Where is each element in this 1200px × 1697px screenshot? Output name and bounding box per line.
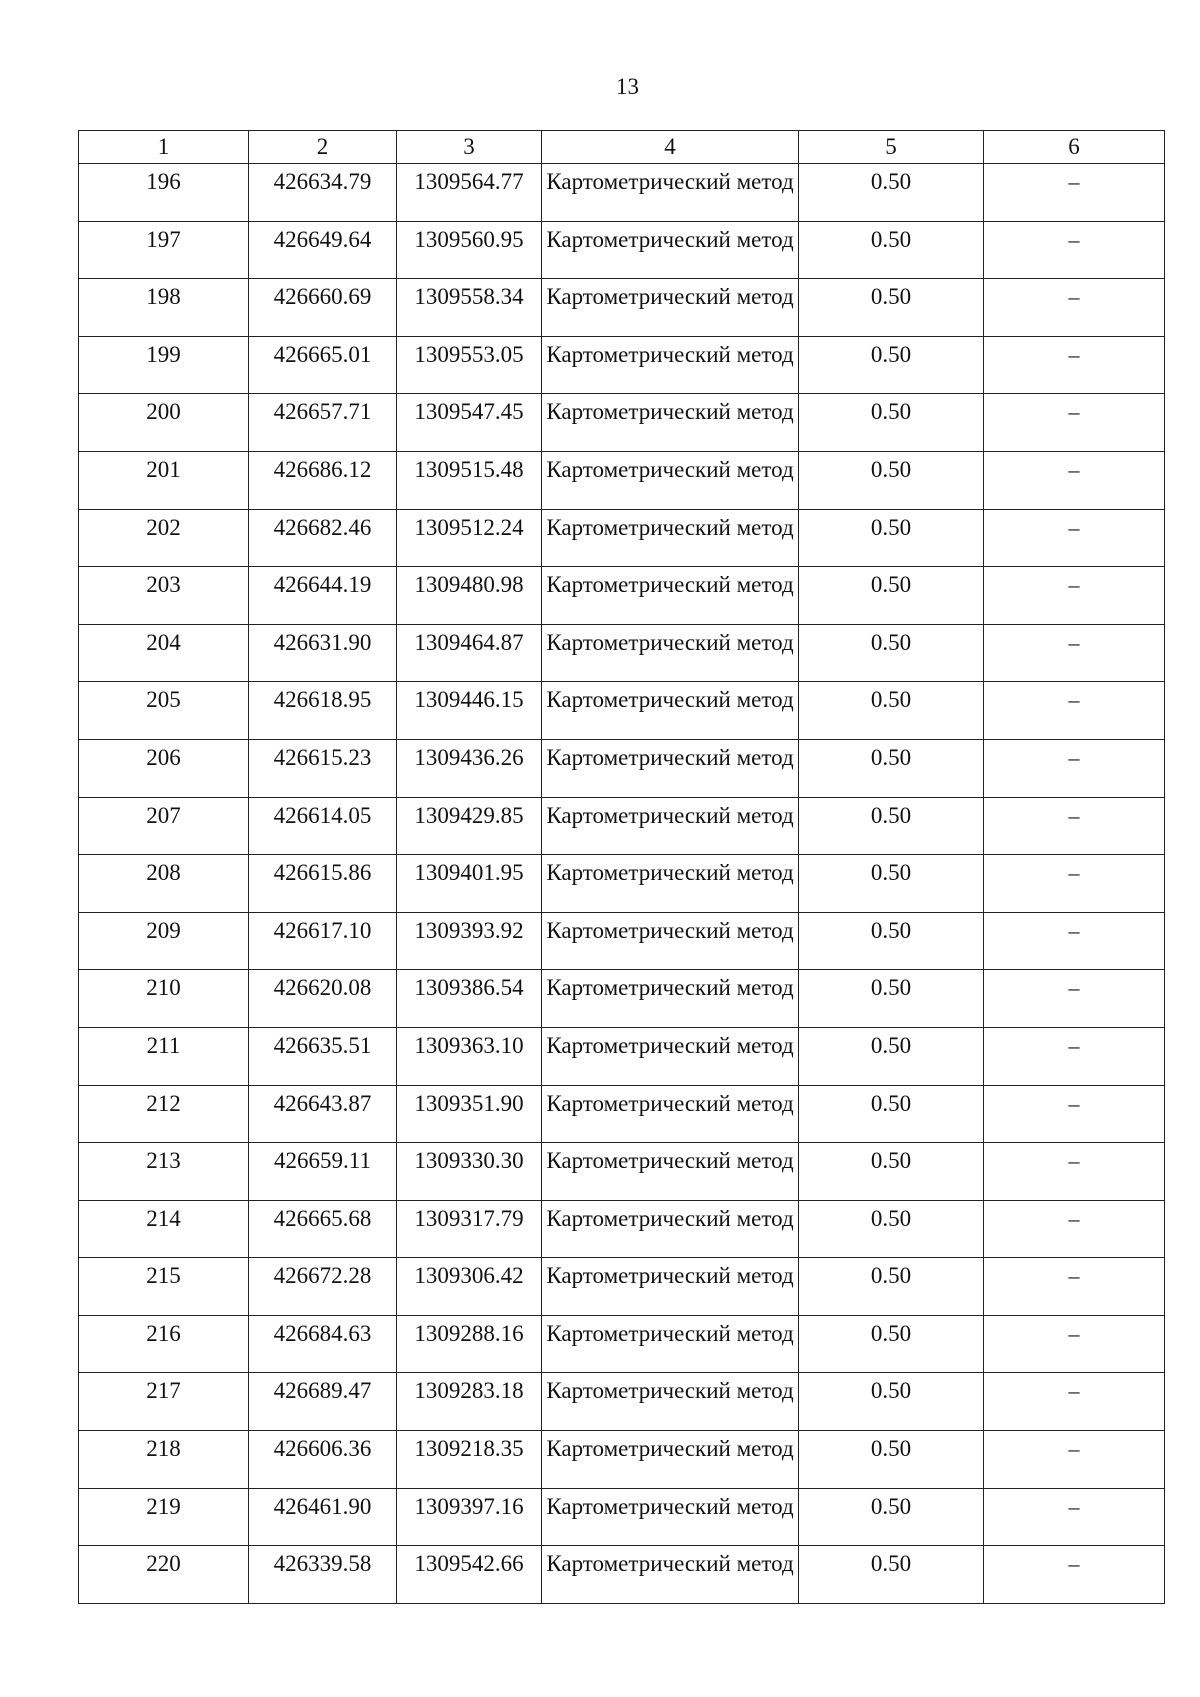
method-cell: Картометрический метод: [542, 279, 799, 337]
table-row: [79, 567, 1165, 625]
note-cell: –: [984, 624, 1165, 682]
note-cell: –: [984, 164, 1165, 222]
column-header-5: 5: [799, 131, 984, 164]
point-number-cell: 209: [79, 912, 249, 970]
note-cell: –: [984, 394, 1165, 452]
x-coordinate-cell: 426643.87: [249, 1085, 397, 1143]
y-coordinate-cell: 1309330.30: [397, 1143, 542, 1201]
x-coordinate-cell: 426665.68: [249, 1200, 397, 1258]
method-cell: Картометрический метод: [542, 1431, 799, 1489]
y-coordinate-cell: 1309397.16: [397, 1488, 542, 1546]
x-coordinate-cell: 426635.51: [249, 1027, 397, 1085]
accuracy-cell: 0.50: [799, 1546, 984, 1604]
accuracy-cell: 0.50: [799, 855, 984, 913]
table-row: [79, 1488, 1165, 1546]
y-coordinate-cell: 1309386.54: [397, 970, 542, 1028]
table-row: [79, 1431, 1165, 1489]
accuracy-cell: 0.50: [799, 1488, 984, 1546]
point-number-cell: 200: [79, 394, 249, 452]
accuracy-cell: 0.50: [799, 451, 984, 509]
point-number-cell: 206: [79, 739, 249, 797]
method-cell: Картометрический метод: [542, 1373, 799, 1431]
x-coordinate-cell: 426660.69: [249, 279, 397, 337]
method-cell: Картометрический метод: [542, 164, 799, 222]
column-header-2: 2: [249, 131, 397, 164]
x-coordinate-cell: 426689.47: [249, 1373, 397, 1431]
accuracy-cell: 0.50: [799, 1431, 984, 1489]
accuracy-cell: 0.50: [799, 912, 984, 970]
x-coordinate-cell: 426665.01: [249, 336, 397, 394]
point-number-cell: 216: [79, 1315, 249, 1373]
accuracy-cell: 0.50: [799, 1315, 984, 1373]
method-cell: Картометрический метод: [542, 970, 799, 1028]
method-cell: Картометрический метод: [542, 451, 799, 509]
table-row: [79, 797, 1165, 855]
accuracy-cell: 0.50: [799, 970, 984, 1028]
y-coordinate-cell: 1309464.87: [397, 624, 542, 682]
method-cell: Картометрический метод: [542, 1143, 799, 1201]
y-coordinate-cell: 1309515.48: [397, 451, 542, 509]
table-body: [79, 164, 1165, 1604]
x-coordinate-cell: 426461.90: [249, 1488, 397, 1546]
point-number-cell: 202: [79, 509, 249, 567]
y-coordinate-cell: 1309512.24: [397, 509, 542, 567]
accuracy-cell: 0.50: [799, 336, 984, 394]
table-row: [79, 394, 1165, 452]
note-cell: –: [984, 1200, 1165, 1258]
y-coordinate-cell: 1309288.16: [397, 1315, 542, 1373]
y-coordinate-cell: 1309393.92: [397, 912, 542, 970]
method-cell: Картометрический метод: [542, 509, 799, 567]
y-coordinate-cell: 1309480.98: [397, 567, 542, 625]
point-number-cell: 208: [79, 855, 249, 913]
method-cell: Картометрический метод: [542, 1488, 799, 1546]
accuracy-cell: 0.50: [799, 1085, 984, 1143]
table-row: [79, 970, 1165, 1028]
note-cell: –: [984, 509, 1165, 567]
accuracy-cell: 0.50: [799, 164, 984, 222]
accuracy-cell: 0.50: [799, 394, 984, 452]
page-number: 13: [616, 74, 639, 99]
x-coordinate-cell: 426620.08: [249, 970, 397, 1028]
method-cell: Картометрический метод: [542, 912, 799, 970]
point-number-cell: 219: [79, 1488, 249, 1546]
method-cell: Картометрический метод: [542, 394, 799, 452]
x-coordinate-cell: 426615.86: [249, 855, 397, 913]
accuracy-cell: 0.50: [799, 1200, 984, 1258]
method-cell: Картометрический метод: [542, 1200, 799, 1258]
header-row: [79, 131, 1165, 164]
y-coordinate-cell: 1309560.95: [397, 221, 542, 279]
accuracy-cell: 0.50: [799, 624, 984, 682]
y-coordinate-cell: 1309363.10: [397, 1027, 542, 1085]
x-coordinate-cell: 426657.71: [249, 394, 397, 452]
note-cell: –: [984, 567, 1165, 625]
y-coordinate-cell: 1309564.77: [397, 164, 542, 222]
x-coordinate-cell: 426686.12: [249, 451, 397, 509]
column-header-3: 3: [397, 131, 542, 164]
table-header: [79, 131, 1165, 164]
accuracy-cell: 0.50: [799, 279, 984, 337]
note-cell: –: [984, 682, 1165, 740]
point-number-cell: 203: [79, 567, 249, 625]
note-cell: –: [984, 1315, 1165, 1373]
accuracy-cell: 0.50: [799, 739, 984, 797]
point-number-cell: 197: [79, 221, 249, 279]
note-cell: –: [984, 739, 1165, 797]
note-cell: –: [984, 221, 1165, 279]
table-row: [79, 336, 1165, 394]
point-number-cell: 204: [79, 624, 249, 682]
table-row: [79, 451, 1165, 509]
accuracy-cell: 0.50: [799, 797, 984, 855]
table-row: [79, 164, 1165, 222]
accuracy-cell: 0.50: [799, 221, 984, 279]
column-header-1: 1: [79, 131, 249, 164]
table-row: [79, 1546, 1165, 1604]
note-cell: –: [984, 855, 1165, 913]
point-number-cell: 201: [79, 451, 249, 509]
table-row: [79, 1373, 1165, 1431]
table-row: [79, 279, 1165, 337]
point-number-cell: 213: [79, 1143, 249, 1201]
x-coordinate-cell: 426672.28: [249, 1258, 397, 1316]
y-coordinate-cell: 1309218.35: [397, 1431, 542, 1489]
accuracy-cell: 0.50: [799, 509, 984, 567]
y-coordinate-cell: 1309401.95: [397, 855, 542, 913]
table-row: [79, 221, 1165, 279]
x-coordinate-cell: 426617.10: [249, 912, 397, 970]
table-row: [79, 1085, 1165, 1143]
x-coordinate-cell: 426618.95: [249, 682, 397, 740]
method-cell: Картометрический метод: [542, 1027, 799, 1085]
method-cell: Картометрический метод: [542, 855, 799, 913]
y-coordinate-cell: 1309436.26: [397, 739, 542, 797]
table-row: [79, 624, 1165, 682]
method-cell: Картометрический метод: [542, 336, 799, 394]
note-cell: –: [984, 1546, 1165, 1604]
y-coordinate-cell: 1309446.15: [397, 682, 542, 740]
note-cell: –: [984, 279, 1165, 337]
coordinates-table: [78, 130, 1165, 1604]
table-row: [79, 1258, 1165, 1316]
note-cell: –: [984, 451, 1165, 509]
column-header-4: 4: [542, 131, 799, 164]
table-row: [79, 855, 1165, 913]
method-cell: Картометрический метод: [542, 1546, 799, 1604]
x-coordinate-cell: 426614.05: [249, 797, 397, 855]
table-row: [79, 912, 1165, 970]
x-coordinate-cell: 426682.46: [249, 509, 397, 567]
table-row: [79, 739, 1165, 797]
y-coordinate-cell: 1309306.42: [397, 1258, 542, 1316]
table-row: [79, 1315, 1165, 1373]
accuracy-cell: 0.50: [799, 1258, 984, 1316]
accuracy-cell: 0.50: [799, 1143, 984, 1201]
x-coordinate-cell: 426634.79: [249, 164, 397, 222]
accuracy-cell: 0.50: [799, 1373, 984, 1431]
method-cell: Картометрический метод: [542, 1258, 799, 1316]
note-cell: –: [984, 970, 1165, 1028]
y-coordinate-cell: 1309553.05: [397, 336, 542, 394]
y-coordinate-cell: 1309542.66: [397, 1546, 542, 1604]
method-cell: Картометрический метод: [542, 1315, 799, 1373]
table-row: [79, 682, 1165, 740]
table-row: [79, 1200, 1165, 1258]
accuracy-cell: 0.50: [799, 567, 984, 625]
point-number-cell: 217: [79, 1373, 249, 1431]
table-row: [79, 1143, 1165, 1201]
method-cell: Картометрический метод: [542, 567, 799, 625]
method-cell: Картометрический метод: [542, 739, 799, 797]
x-coordinate-cell: 426644.19: [249, 567, 397, 625]
method-cell: Картометрический метод: [542, 1085, 799, 1143]
method-cell: Картометрический метод: [542, 221, 799, 279]
method-cell: Картометрический метод: [542, 682, 799, 740]
x-coordinate-cell: 426615.23: [249, 739, 397, 797]
method-cell: Картометрический метод: [542, 624, 799, 682]
x-coordinate-cell: 426684.63: [249, 1315, 397, 1373]
y-coordinate-cell: 1309558.34: [397, 279, 542, 337]
note-cell: –: [984, 1143, 1165, 1201]
note-cell: –: [984, 1431, 1165, 1489]
point-number-cell: 215: [79, 1258, 249, 1316]
y-coordinate-cell: 1309283.18: [397, 1373, 542, 1431]
note-cell: –: [984, 1373, 1165, 1431]
point-number-cell: 212: [79, 1085, 249, 1143]
point-number-cell: 196: [79, 164, 249, 222]
x-coordinate-cell: 426606.36: [249, 1431, 397, 1489]
x-coordinate-cell: 426339.58: [249, 1546, 397, 1604]
note-cell: –: [984, 1085, 1165, 1143]
y-coordinate-cell: 1309317.79: [397, 1200, 542, 1258]
point-number-cell: 198: [79, 279, 249, 337]
point-number-cell: 214: [79, 1200, 249, 1258]
note-cell: –: [984, 1488, 1165, 1546]
accuracy-cell: 0.50: [799, 1027, 984, 1085]
y-coordinate-cell: 1309547.45: [397, 394, 542, 452]
point-number-cell: 211: [79, 1027, 249, 1085]
x-coordinate-cell: 426631.90: [249, 624, 397, 682]
note-cell: –: [984, 797, 1165, 855]
x-coordinate-cell: 426659.11: [249, 1143, 397, 1201]
table-row: [79, 509, 1165, 567]
point-number-cell: 205: [79, 682, 249, 740]
point-number-cell: 210: [79, 970, 249, 1028]
point-number-cell: 207: [79, 797, 249, 855]
point-number-cell: 218: [79, 1431, 249, 1489]
point-number-cell: 220: [79, 1546, 249, 1604]
point-number-cell: 199: [79, 336, 249, 394]
note-cell: –: [984, 1027, 1165, 1085]
column-header-6: 6: [984, 131, 1165, 164]
accuracy-cell: 0.50: [799, 682, 984, 740]
note-cell: –: [984, 912, 1165, 970]
y-coordinate-cell: 1309429.85: [397, 797, 542, 855]
note-cell: –: [984, 336, 1165, 394]
note-cell: –: [984, 1258, 1165, 1316]
y-coordinate-cell: 1309351.90: [397, 1085, 542, 1143]
method-cell: Картометрический метод: [542, 797, 799, 855]
x-coordinate-cell: 426649.64: [249, 221, 397, 279]
table-row: [79, 1027, 1165, 1085]
